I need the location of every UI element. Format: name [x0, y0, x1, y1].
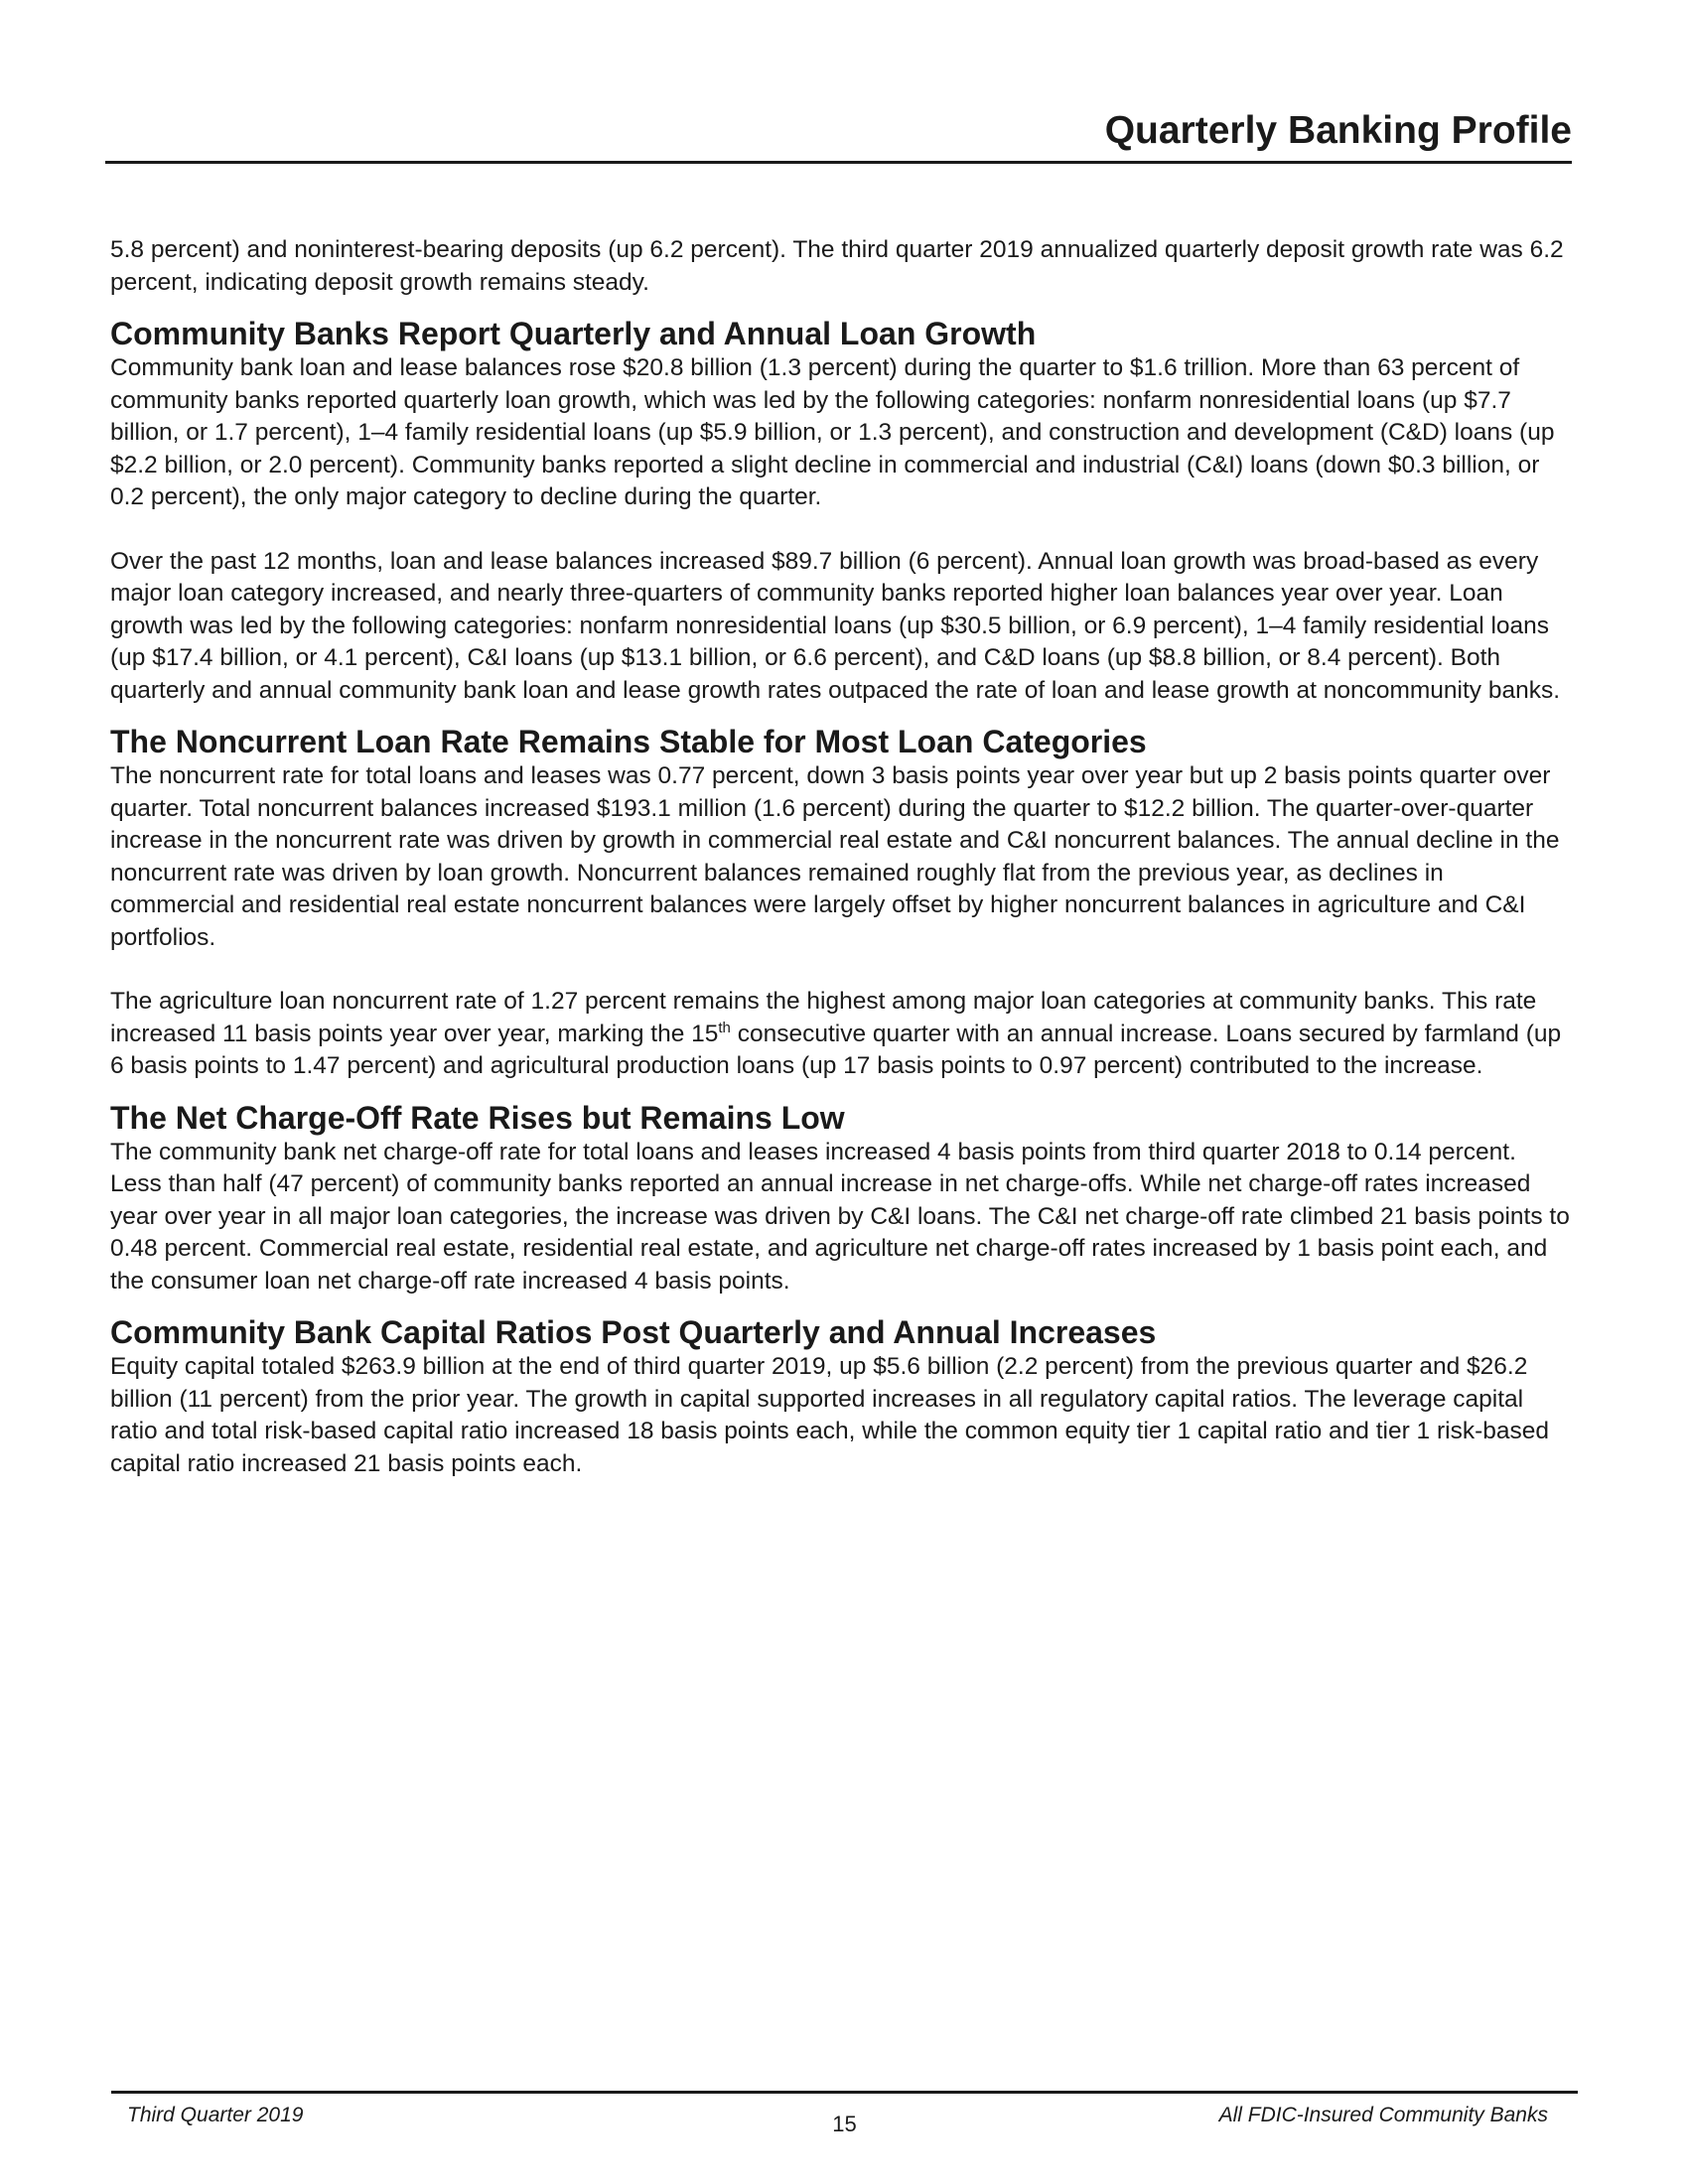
page-title: Quarterly Banking Profile: [1104, 109, 1572, 152]
footer-scope: All FDIC-Insured Community Banks: [1218, 2104, 1548, 2126]
noncurrent-paragraph-2-part-b: consecutive quarter with an annual increase. Loans secured by farmland (up 6 basis points to 1.47 percent) and agricultural production loans (up 17 basis points to 0.97 percent) contributed to the increase.: [110, 1020, 1562, 1079]
capital-paragraph: Equity capital totaled $263.9 billion at the end of third quarter 2019, up $5.6 billion (2.2 percent) from the previous quarter and $26.2 billion (11 percent) from the prior year. The growth in capital supported increases in all regulatory capital ratios. The leverage capital ratio and total risk-based capital ratio increased 18 basis points each, while the common equity tier 1 capital ratio and tier 1 risk-based capital ratio increased 21 basis points each.: [110, 1353, 1549, 1477]
noncurrent-paragraph-2: [110, 986, 1570, 1083]
loan-growth-paragraph-2: Over the past 12 months, loan and lease balances increased $89.7 billion (6 percent). Annual loan growth was broad-based as every major loan category increased, and nearly three-quarters of community banks reported higher loan balances year over year. Loan growth was led by the following categories: nonfarm nonresidential loans (up $30.5 billion, or 6.9 percent), 1–4 family residential loans (up $17.4 billion, or 4.1 percent), C&I loans (up $13.1 billion, or 6.6 percent), and C&D loans (up $8.8 billion, or 8.4 percent). Both quarterly and annual community bank loan and lease growth rates outpaced the rate of loan and lease growth at noncommunity banks.: [110, 547, 1561, 704]
page-header: [105, 107, 1572, 164]
section-heading-loan-growth: Community Banks Report Quarterly and Annual Loan Growth: [110, 316, 1037, 351]
ordinal-superscript: th: [718, 1019, 731, 1036]
loan-growth-paragraph-1: Community bank loan and lease balances rose $20.8 billion (1.3 percent) during the quarter to $1.6 trillion. More than 63 percent of community banks reported quarterly loan growth, which was led by the following categories: nonfarm nonresidential loans (up $7.7 billion, or 1.7 percent), 1–4 family residential loans (up $5.9 billion, or 1.3 percent), and construction and development (C&D) loans (up $2.2 billion, or 2.0 percent). Community banks reported a slight decline in commercial and industrial (C&I) loans (down $0.3 billion, or 0.2 percent), the only major category to decline during the quarter.: [110, 354, 1555, 510]
section-heading-charge-off: The Net Charge-Off Rate Rises but Remains Low: [110, 1099, 845, 1136]
intro-paragraph: 5.8 percent) and noninterest-bearing deposits (up 6.2 percent). The third quarter 2019 annualized quarterly deposit growth rate was 6.2 percent, indicating deposit growth remains steady.: [110, 236, 1564, 296]
noncurrent-paragraph-1: The noncurrent rate for total loans and leases was 0.77 percent, down 3 basis points year over year but up 2 basis points quarter over quarter. Total noncurrent balances increased $193.1 million (1.6 percent) during the quarter to $12.2 billion. The quarter-over-quarter increase in the noncurrent rate was driven by growth in commercial real estate and C&I noncurrent balances. The annual decline in the noncurrent rate was driven by loan growth. Noncurrent balances remained roughly flat from the previous year, as declines in commercial and residential real estate noncurrent balances were largely offset by higher noncurrent balances in agriculture and C&I portfolios.: [110, 762, 1560, 951]
section-heading-noncurrent: The Noncurrent Loan Rate Remains Stable for Most Loan Categories: [110, 724, 1147, 759]
footer-period: Third Quarter 2019: [127, 2104, 304, 2126]
page-footer: [111, 2091, 1578, 2153]
charge-off-paragraph: The community bank net charge-off rate for total loans and leases increased 4 basis points from third quarter 2018 to 0.14 percent. Less than half (47 percent) of community banks reported an annual increase in net charge-offs. While net charge-off rates increased year over year in all major loan categories, the increase was driven by C&I loans. The C&I net charge-off rate climbed 21 basis points to 0.48 percent. Commercial real estate, residential real estate, and agriculture net charge-off rates increased by 1 basis point each, and the consumer loan net charge-off rate increased 4 basis points.: [110, 1138, 1570, 1295]
noncurrent-paragraph-2-part-a: The agriculture loan noncurrent rate of 1.27 percent remains the highest among major loan categories at community banks. This rate increased 11 basis points year over year, marking the 15: [110, 988, 1537, 1047]
document-body: [110, 234, 1570, 1480]
page-number: 15: [832, 2112, 857, 2136]
section-heading-capital: Community Bank Capital Ratios Post Quarterly and Annual Increases: [110, 1314, 1157, 1350]
